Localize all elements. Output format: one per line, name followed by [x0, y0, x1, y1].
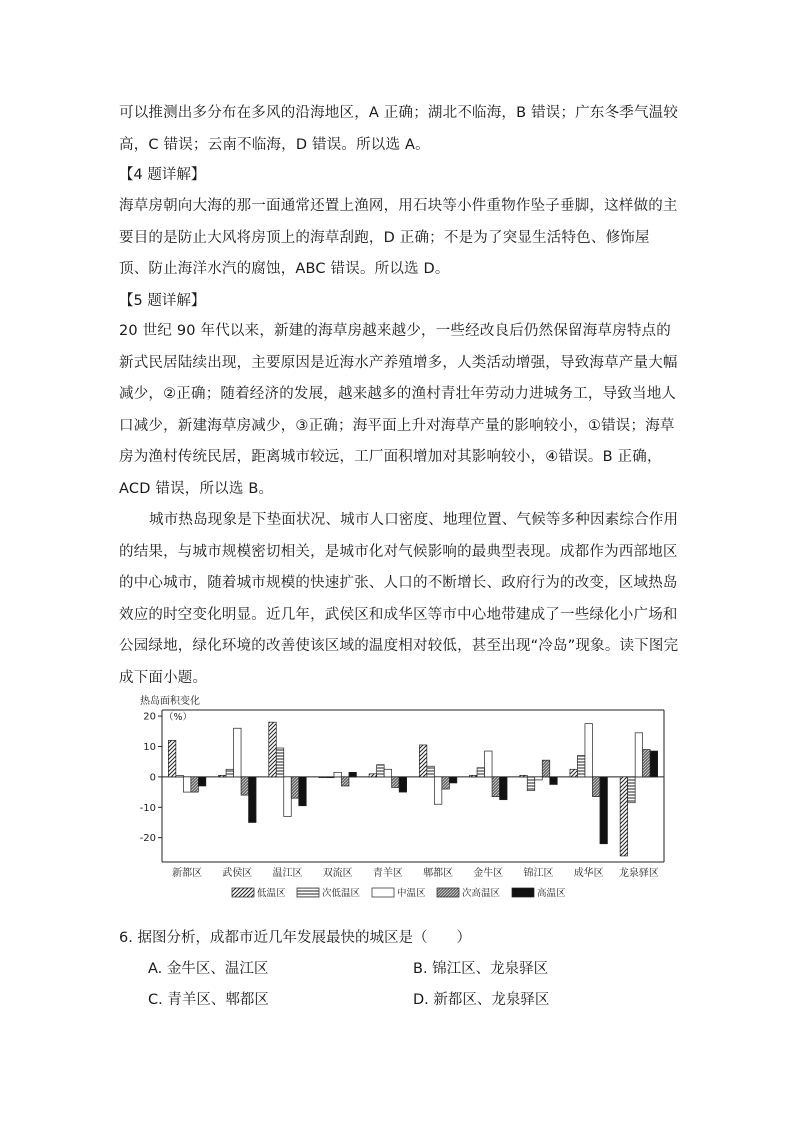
- legend-swatch: [437, 888, 459, 897]
- x-tick-label: 武侯区: [222, 868, 253, 879]
- bar-2: [527, 777, 535, 791]
- legend-label: 次低温区: [322, 888, 361, 899]
- bar-4: [241, 777, 249, 795]
- chart-svg: [140, 692, 670, 917]
- x-tick-label: 新都区: [172, 868, 203, 879]
- bar-5: [349, 772, 357, 777]
- bar-1: [319, 777, 327, 778]
- bar-5: [249, 777, 256, 823]
- y-tick-label: 10: [143, 741, 156, 753]
- bar-4: [643, 750, 651, 777]
- bar-3: [485, 751, 493, 777]
- bar-1: [168, 740, 176, 776]
- legend-label: 低温区: [257, 888, 286, 899]
- bar-3: [635, 733, 643, 777]
- bar-4: [442, 777, 450, 789]
- bar-4: [592, 777, 600, 797]
- question-6-stem: 6. 据图分析，成都市近几年发展最快的城区是（ ）: [119, 930, 471, 946]
- bar-3: [384, 769, 392, 777]
- section-heading-q5: 【5 题详解】: [119, 293, 206, 309]
- option-a[interactable]: A. 金牛区、温江区: [148, 961, 269, 977]
- legend-label: 中温区: [397, 888, 426, 899]
- x-tick-label: 温江区: [272, 868, 303, 879]
- intro-text: 城市热岛现象是下垫面状况、城市人口密度、地理位置、气候等多种因素综合作用的结果，与城市规模密切相关，是城市化对气候影响的最典型表现。成都作为西部地区的中心城市，随着城市规模的快速扩张、人口的不断增长、政府行为的改变，区域热岛效应的时空变化明显。近几年，武侯区和成华区等市中心地带建成了一些绿化小广场和公园绿地，绿化环境的改善使该区域的温度相对较低，甚至出现“冷岛”现象。读下图完成下面小题。: [119, 512, 679, 686]
- bar-5: [399, 777, 407, 792]
- bar-4: [291, 777, 299, 798]
- bar-5: [299, 777, 307, 806]
- legend-swatch: [372, 888, 394, 897]
- bar-4: [191, 777, 199, 792]
- legend-label: 高温区: [537, 888, 566, 899]
- section-heading-q4: 【4 题详解】: [119, 167, 206, 183]
- bar-2: [176, 775, 184, 777]
- legend-label: 次高温区: [462, 888, 501, 899]
- x-tick-label: 郫都区: [423, 868, 454, 879]
- bar-3: [183, 777, 191, 792]
- bar-1: [620, 777, 628, 856]
- y-tick-label: 0: [149, 772, 156, 784]
- x-tick-label: 成华区: [573, 868, 604, 879]
- bar-5: [500, 777, 508, 800]
- bar-4: [492, 777, 500, 797]
- paragraph-q3-tail: 可以推测出多分布在多风的沿海地区，A 正确；湖北不临海，B 错误；广东冬季气温较高，C 错误；云南不临海，D 错误。所以选 A。: [119, 105, 679, 153]
- bar-4: [392, 777, 400, 788]
- x-tick-label: 双流区: [322, 868, 353, 879]
- bar-2: [427, 766, 435, 777]
- bar-1: [570, 769, 578, 777]
- heat-island-chart: [140, 692, 670, 917]
- bar-3: [284, 777, 292, 817]
- chart-title: 热岛面积变化: [140, 696, 200, 707]
- paragraph-q5: 20 世纪 90 年代以来，新建的海草房越来越少，一些经改良后仍然保留海草房特点的新式民居陆续出现，主要原因是近海水产养殖增多，人类活动增强，导致海草产量大幅减少，②正确；随着经济的发展，越来越多的渔村青壮年劳动力进城务工，导致当地人口减少，新建海草房减少，③正确；海平面上升对海草产量的影响较小，①错误；海草房为渔村传统民居，距离城市较远，工厂面积增加对其影响较小，④错误。B 正确，ACD 错误，所以选 B。: [119, 323, 678, 497]
- paragraph-intro: [119, 505, 679, 695]
- bar-3: [334, 772, 342, 777]
- bar-2: [377, 765, 385, 777]
- bar-1: [219, 775, 227, 777]
- bar-4: [341, 777, 349, 786]
- bar-1: [369, 774, 377, 777]
- y-tick-label: -10: [140, 802, 156, 814]
- bar-5: [650, 751, 658, 777]
- bar-5: [198, 777, 206, 786]
- bar-2: [628, 777, 636, 803]
- bar-5: [550, 777, 558, 785]
- y-tick-label: 20: [143, 711, 156, 723]
- legend-swatch: [232, 888, 254, 897]
- option-b[interactable]: B. 锦江区、龙泉驿区: [413, 961, 549, 977]
- x-tick-label: 锦江区: [523, 868, 554, 879]
- bar-1: [470, 775, 478, 777]
- option-c[interactable]: C. 青羊区、郫都区: [148, 992, 269, 1008]
- option-d[interactable]: D. 新都区、龙泉驿区: [413, 992, 550, 1008]
- bar-2: [326, 777, 334, 778]
- x-tick-label: 青羊区: [372, 868, 403, 879]
- bar-2: [477, 768, 485, 777]
- y-unit-label: （%）: [164, 712, 193, 723]
- bar-2: [226, 769, 234, 777]
- bar-3: [585, 724, 593, 777]
- bar-3: [535, 777, 543, 780]
- paragraph-q4: 海草房朝向大海的那一面通常还置上渔网，用石块等小件重物作坠子垂脚，这样做的主要目的是防止大风将房顶上的海草刮跑，D 正确；不是为了突显生活特色、修饰屋顶、防止海洋水汽的腐蚀，ABC 错误。所以选 D。: [119, 198, 678, 278]
- bar-1: [419, 745, 427, 777]
- y-tick-label: -20: [140, 833, 156, 845]
- bar-2: [577, 756, 585, 777]
- bar-2: [276, 748, 284, 777]
- x-tick-label: 龙泉驿区: [618, 868, 659, 879]
- bar-4: [542, 760, 550, 777]
- bar-3: [434, 777, 442, 804]
- legend-swatch: [512, 888, 534, 897]
- bar-3: [234, 728, 242, 777]
- bar-5: [449, 777, 457, 783]
- bar-5: [600, 777, 608, 844]
- x-tick-label: 金牛区: [473, 868, 504, 879]
- legend-swatch: [297, 888, 319, 897]
- bar-1: [269, 722, 277, 777]
- bar-1: [520, 775, 528, 777]
